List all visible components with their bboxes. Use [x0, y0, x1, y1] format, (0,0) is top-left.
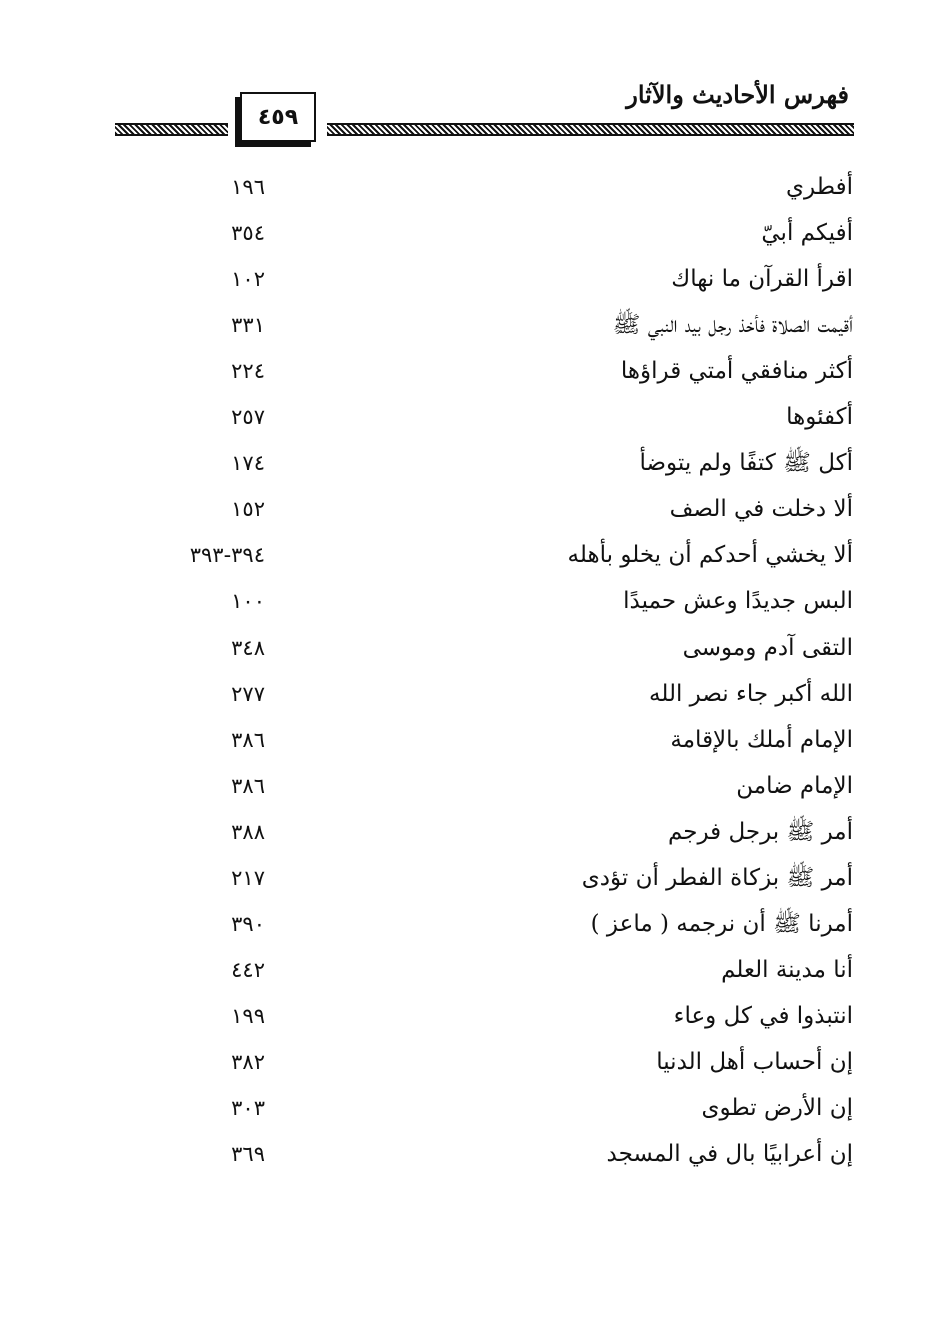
- index-entry: [0, 947, 935, 993]
- entry-text: أفيكم أبيّ: [761, 220, 853, 247]
- entry-page-number: ٢٢٤: [231, 359, 265, 384]
- entry-page-number: ١٧٤: [231, 451, 265, 476]
- index-entry: [0, 809, 935, 855]
- entry-page-number: ١٠٢: [231, 267, 265, 292]
- entry-page-number: ٣٩٤-٣٩٣: [189, 543, 265, 568]
- entry-page-number: ١٩٩: [231, 1003, 265, 1028]
- entry-page-number: ١٠٠: [231, 589, 265, 614]
- entry-text: الله أكبر جاء نصر الله: [649, 680, 853, 707]
- entry-text: الإمام ضامن: [736, 772, 853, 799]
- index-entry: [0, 164, 935, 210]
- entry-page-number: ٣٨٦: [231, 727, 265, 752]
- index-entry: [0, 440, 935, 486]
- entry-page-number: ٣٤٨: [231, 635, 265, 660]
- entry-text: أنا مدينة العلم: [721, 956, 853, 983]
- entry-page-number: ٣٠٣: [231, 1096, 265, 1120]
- page-number: ٤٥٩: [257, 104, 299, 130]
- entry-text: أقيمت الصلاة فأخذ رجل بيد النبي ﷺ: [612, 312, 853, 339]
- entry-text: البس جديدًا وعش حميدًا: [623, 588, 853, 615]
- index-entry: [0, 763, 935, 809]
- index-entry: [0, 625, 935, 671]
- page-number-box: [240, 92, 316, 142]
- entry-page-number: ٣٨٦: [231, 773, 265, 798]
- index-entry: [0, 993, 935, 1039]
- entry-text: ألا يخشي أحدكم أن يخلو بأهله: [567, 542, 853, 569]
- entry-page-number: ١٩٦: [231, 175, 265, 199]
- entry-page-number: ٢١٧: [231, 865, 265, 890]
- header-title: فهرس الأحاديث والآثار: [626, 80, 849, 109]
- index-entry: [0, 394, 935, 440]
- entry-page-number: ٤٤٢: [231, 957, 265, 982]
- entry-text: أمر ﷺ برجل فرجم: [667, 818, 853, 845]
- index-entry: [0, 1085, 935, 1131]
- index-entry: [0, 302, 935, 348]
- entry-text: أمر ﷺ بزكاة الفطر أن تؤدى: [581, 864, 853, 891]
- entry-text: الإمام أملك بالإقامة: [670, 726, 853, 753]
- entry-text: أكفئوها: [786, 404, 853, 431]
- entry-page-number: ١٥٢: [231, 497, 265, 522]
- index-entry: [0, 486, 935, 532]
- entry-page-number: ٢٥٧: [231, 405, 265, 430]
- index-entry: [0, 1131, 935, 1177]
- entry-text: التقى آدم وموسى: [682, 634, 853, 661]
- header-rule-right: [327, 123, 854, 136]
- entry-page-number: ٣٨٨: [231, 819, 265, 844]
- index-entry: [0, 348, 935, 394]
- index-entry: [0, 855, 935, 901]
- entry-page-number: ٣٩٠: [231, 911, 265, 936]
- index-entry: [0, 256, 935, 302]
- entry-text: أكل ﷺ كتفًا ولم يتوضأ: [639, 450, 853, 477]
- entry-page-number: ٣٨٢: [231, 1049, 265, 1074]
- entry-text: إن أحساب أهل الدنيا: [656, 1048, 853, 1075]
- header-rule-left: [115, 123, 228, 136]
- entry-page-number: ٢٧٧: [231, 681, 265, 706]
- entry-text: أكثر منافقي أمتي قراؤها: [620, 358, 853, 385]
- entry-page-number: ٣٦٩: [231, 1142, 265, 1167]
- index-entry: [0, 671, 935, 717]
- entry-page-number: ٣٥٤: [231, 221, 265, 246]
- entry-text: إن أعرابيًا بال في المسجد: [606, 1141, 853, 1168]
- entry-page-number: ٣٣١: [231, 313, 265, 338]
- index-entry: [0, 901, 935, 947]
- entry-text: أمرنا ﷺ أن نرجمه ( ماعز ): [590, 910, 853, 937]
- index-entry: [0, 1039, 935, 1085]
- entry-text: أفطري: [786, 174, 853, 200]
- index-entry: [0, 210, 935, 256]
- index-entry: [0, 717, 935, 763]
- index-entry: [0, 578, 935, 624]
- entry-text: إن الأرض تطوى: [701, 1095, 853, 1121]
- entry-text: اقرأ القرآن ما نهاك: [671, 266, 853, 293]
- entry-text: ألا دخلت في الصف: [669, 496, 853, 523]
- index-entry: [0, 532, 935, 578]
- entry-text: انتبذوا في كل وعاء: [673, 1002, 853, 1029]
